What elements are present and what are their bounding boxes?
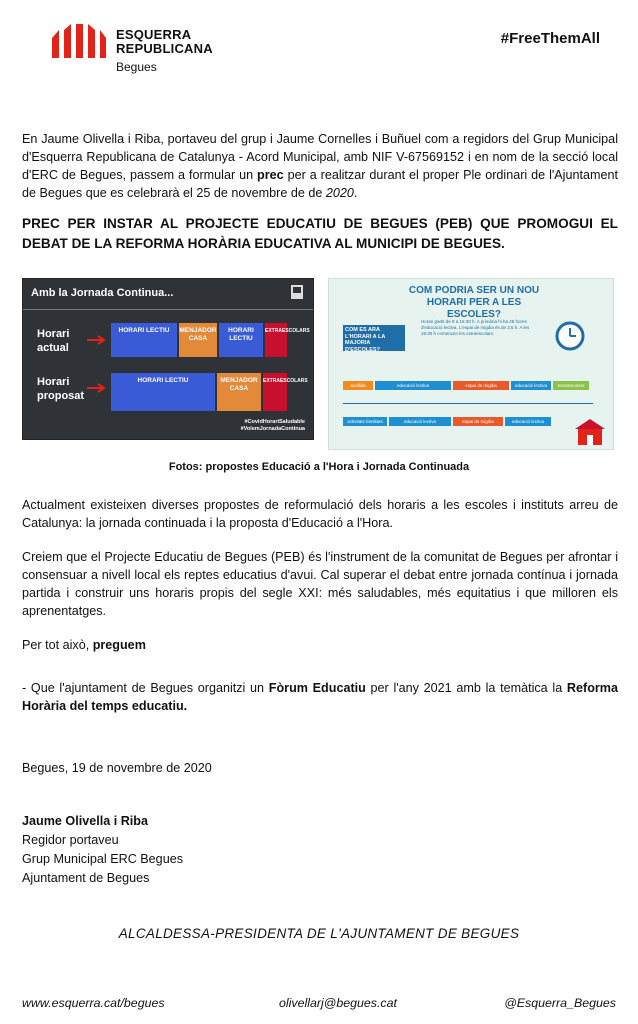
- body-paragraph-1: Actualment existeixen diverses propostes de reformulació dels horaris a les escoles i instituts arreu de Catalunya: la jornada continuada i la proposta d'Educació a l'Hora.: [22, 498, 618, 530]
- photo1-tag-2: #VolemJornadaContinua: [240, 426, 305, 432]
- photo-educacio-hora: [328, 278, 614, 450]
- footer-social-link[interactable]: @Esquerra_Begues: [504, 996, 616, 1010]
- school-building-icon: [573, 417, 607, 445]
- block-horari-lectiu-1: HORARI LECTIU: [111, 323, 177, 357]
- signature-role-2: Grup Municipal ERC Begues: [22, 852, 183, 866]
- bar-espai-migdia-2: espai de migdia: [453, 417, 503, 426]
- logo-wordmark: [116, 28, 213, 56]
- bar-educacio-lectiva-3: educació lectiva: [389, 417, 451, 426]
- photo2-question: COM ES ARA L'HORARI A LA MAJORIA D'ESCOLES?: [343, 325, 405, 351]
- row-label-actual: Horari actual: [37, 328, 70, 354]
- request-bold-1: Fòrum Educatiu: [268, 681, 366, 695]
- photo1-divider: [23, 309, 313, 310]
- footer-email-link[interactable]: olivellarj@begues.cat: [279, 996, 397, 1010]
- arrow-right-icon: [87, 383, 107, 393]
- signature-block: [22, 812, 183, 888]
- photo1-hashtags: [241, 419, 305, 433]
- block-horari-lectiu-3: HORARI LECTIU: [111, 373, 215, 411]
- bar-educacio-lectiva-4: educació lectiva: [505, 417, 551, 426]
- clock-icon: [555, 321, 585, 351]
- intro-year: 2020: [325, 186, 354, 200]
- pray-bold: preguem: [92, 638, 146, 652]
- request-bold-2: Reforma Horària del temps educatiu.: [22, 681, 618, 713]
- date-line: Begues, 19 de novembre de 2020: [22, 761, 212, 775]
- block-extraescolars-2: EXTRAESCOLARS: [263, 373, 287, 411]
- signature-role-1: Regidor portaveu: [22, 833, 119, 847]
- signature-name: Jaume Olivella i Riba: [22, 814, 148, 828]
- logo-line-2: REPUBLICANA: [116, 41, 213, 56]
- chalkboard-icon: [291, 285, 303, 299]
- arrow-right-icon: [87, 335, 107, 345]
- signature-role-3: Ajuntament de Begues: [22, 871, 150, 885]
- document-title: PREC PER INSTAR AL PROJECTE EDUCATIU DE BEGUES (PEB) QUE PROMOGUI EL DEBAT DE LA REFORMA HORÀRIA EDUCATIVA AL MUNICIPI DE BEGUES.: [22, 216, 618, 251]
- recipient: ALCALDESSA-PRESIDENTA DE L'AJUNTAMENT DE BEGUES: [118, 926, 520, 941]
- bar-activitats-familiars: activitats familiars: [343, 417, 387, 426]
- bar-educacio-lectiva-2: educació lectiva: [511, 381, 551, 390]
- pray-lead: Per tot això,: [22, 638, 93, 652]
- time-axis: [343, 403, 593, 404]
- block-horari-lectiu-2: HORARI LECTIU: [219, 323, 263, 357]
- flag-stripes-icon: [50, 24, 106, 58]
- intro-text-2: per a realitzar durant el proper Ple ordinari de l'Ajuntament de Begues que es celebrarà el 25 de novembre de de: [22, 168, 618, 200]
- photo2-info: Horari partit de 9 a 16:30 h. A primària hi ha 25 hores d'educació lectiva. L'espai de migdia és de 2,5 h. A les 16:30 h comencen les extraescolars.: [421, 319, 530, 336]
- photo2-title: COM PODRIA SER UN NOU HORARI PER A LES ESCOLES?: [408, 285, 540, 320]
- bar-acollida: acollida: [343, 381, 373, 390]
- row-label-proposat: Horari proposat: [37, 376, 85, 402]
- photo-caption: Fotos: propostes Educació a l'Hora i Jornada Continuada: [168, 461, 470, 473]
- body-paragraph-2: Creiem que el Projecte Educatiu de Begues (PEB) és l'instrument de la comunitat de Begues per afrontar i consensuar a nivell local els reptes educatius d'avui. Cal superar el debat entre jornada contínua i jornada partida i construir uns horaris propis del segle XXI: més saludables, més equitatius i que milloren els aprenentatges.: [22, 550, 618, 618]
- request-mid: per l'any 2021 amb la temàtica la: [365, 681, 567, 695]
- request-lead: - Que l'ajuntament de Begues organitzi un: [22, 681, 269, 695]
- hashtag: #FreeThemAll: [500, 30, 600, 47]
- bar-educacio-lectiva-1: educació lectiva: [375, 381, 451, 390]
- intro-end: .: [353, 186, 358, 200]
- logo-line-1: ESQUERRA: [116, 27, 192, 42]
- pray-line: [22, 636, 618, 654]
- bar-extraescolars: extraescolars: [553, 381, 589, 390]
- block-extraescolars-1: EXTRAESCOLARS: [265, 323, 287, 357]
- logo-subtitle: Begues: [116, 60, 157, 74]
- intro-text-1: En Jaume Olivella i Riba, portaveu del grup i Jaume Cornelles i Buñuel com a regidors del Grup Municipal d'Esquerra Republicana de Catalunya - Acord Municipal, amb NIF V-67569152 i en nom de la secció local d'ERC de Begues, passem a formular un: [22, 132, 618, 182]
- request-item: [22, 679, 618, 715]
- photo1-title: Amb la Jornada Continua...: [31, 287, 174, 299]
- footer-web-link[interactable]: www.esquerra.cat/begues: [22, 996, 165, 1010]
- block-menjador-1: MENJADOR CASA: [179, 323, 217, 357]
- photo1-tag-1: #CovidHorariSaludable: [244, 419, 305, 425]
- intro-bold: prec: [257, 168, 284, 182]
- block-menjador-2: MENJADOR CASA: [217, 373, 261, 411]
- photo-jornada-continua: [22, 278, 314, 440]
- intro-paragraph: [22, 130, 618, 202]
- bar-espai-migdia-1: espai de migdia: [453, 381, 509, 390]
- erc-logo: [50, 24, 240, 76]
